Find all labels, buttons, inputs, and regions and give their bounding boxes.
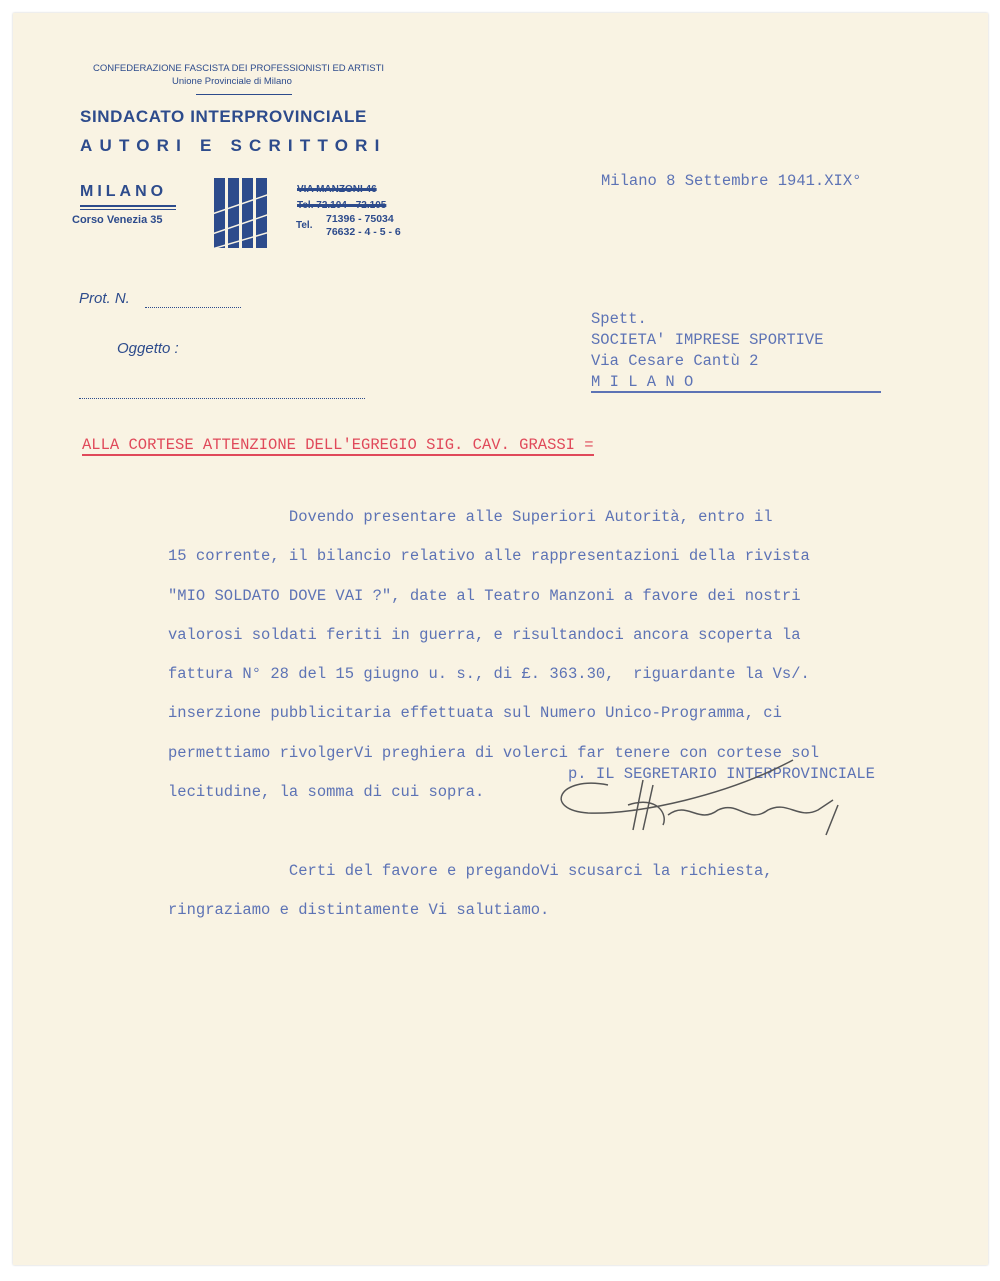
syndicate-subtitle: AUTORI E SCRITTORI <box>80 136 387 155</box>
body-line: Dovendo presentare alle Superiori Autorità, entro il <box>168 508 773 526</box>
recipient-salutation: Spett. <box>591 310 647 328</box>
handwritten-signature <box>548 755 868 840</box>
body-line: permettiamo rivolgerVi preghiera di volerci far tenere con cortese sol <box>168 743 820 762</box>
old-address: VIA MANZONI 46 <box>297 184 377 195</box>
fasces-emblem-icon <box>212 174 270 252</box>
attention-line: ALLA CORTESE ATTENZIONE DELL'EGREGIO SIG. CAV. GRASSI = <box>82 436 594 454</box>
body-line: inserzione pubblicitaria effettuata sul Numero Unico-Programma, ci <box>168 704 782 723</box>
body-line: lecitudine, la somma di cui sopra. <box>168 783 485 802</box>
city-label: MILANO <box>80 183 168 200</box>
provincial-union: Unione Provinciale di Milano <box>172 76 292 87</box>
body-line: 15 corrente, il bilancio relativo alle rappresentazioni della rivista <box>168 547 810 566</box>
recipient-street: Via Cesare Cantù 2 <box>591 352 759 370</box>
divider <box>196 94 292 95</box>
confederation-name: CONFEDERAZIONE FASCISTA DEI PROFESSIONISTI ED ARTISTI <box>93 63 385 74</box>
body-line: ringraziamo e distintamente Vi salutiamo. <box>168 900 550 919</box>
recipient-city: M I L A N O <box>591 373 881 393</box>
street-address: Corso Venezia 35 <box>72 214 163 226</box>
subject-label: Oggetto : <box>117 340 179 357</box>
tel-label: Tel. <box>296 220 313 231</box>
prot-number-field <box>145 307 241 308</box>
subject-field <box>79 398 365 399</box>
body-line: fattura N° 28 del 15 giugno u. s., di £. 363.30, riguardante la Vs/. <box>168 665 810 684</box>
body-line: Certi del favore e pregandoVi scusarci la richiesta, <box>168 861 773 880</box>
body-line: "MIO SOLDATO DOVE VAI ?", date al Teatro Manzoni a favore dei nostri <box>168 586 801 605</box>
old-phone: Tel. 72.104 - 72.105 <box>297 200 387 211</box>
divider <box>80 205 176 207</box>
body-line: valorosi soldati feriti in guerra, e risultandoci ancora scoperta la <box>168 625 801 644</box>
divider <box>80 209 176 210</box>
prot-label: Prot. N. <box>79 290 130 307</box>
recipient-name: SOCIETA' IMPRESE SPORTIVE <box>591 331 824 349</box>
phone-1: 71396 - 75034 <box>326 213 394 225</box>
syndicate-title: SINDACATO INTERPROVINCIALE <box>80 107 367 126</box>
closing-title: p. IL SEGRETARIO INTERPROVINCIALE <box>568 765 875 783</box>
letter-body <box>168 489 819 939</box>
phone-2: 76632 - 4 - 5 - 6 <box>326 226 401 238</box>
letter-date: Milano 8 Settembre 1941.XIX° <box>601 172 862 190</box>
